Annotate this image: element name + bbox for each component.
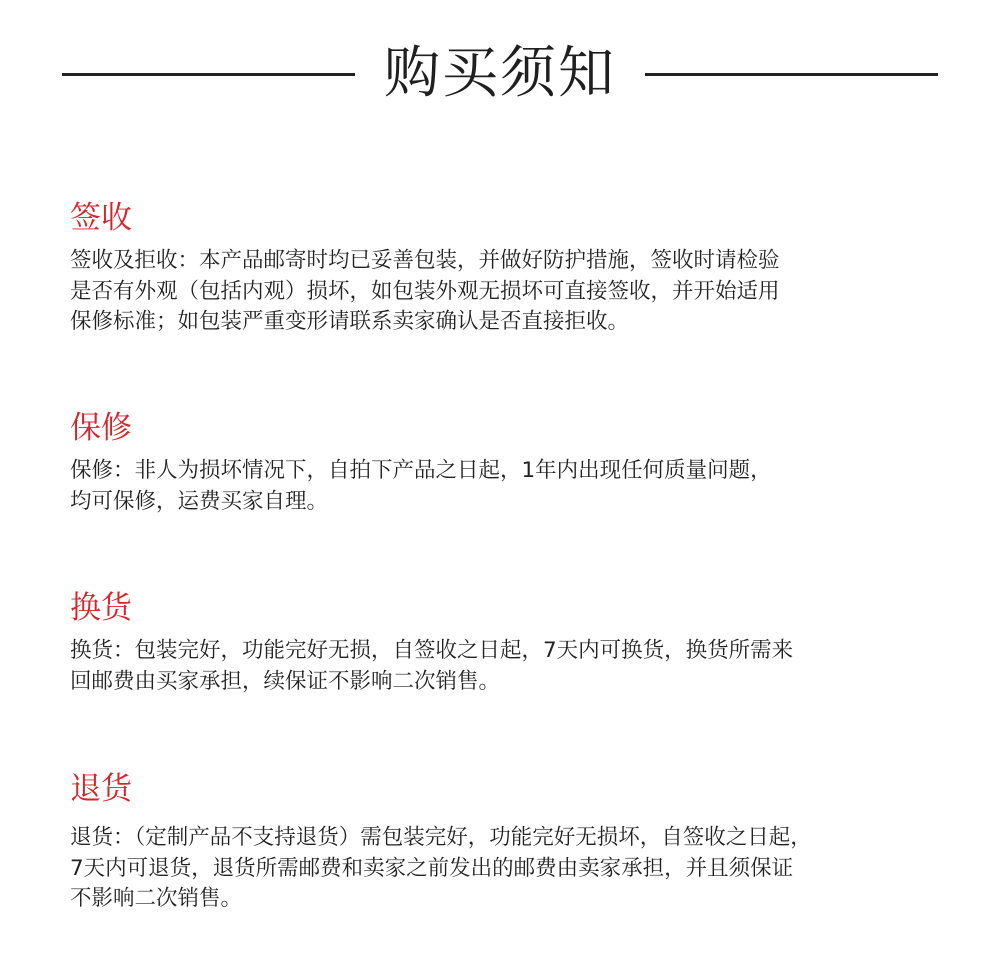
section-title: 保修 bbox=[70, 410, 132, 446]
section-exchange bbox=[70, 588, 950, 697]
section-body: 保修：非人为损坏情况下，自拍下产品之日起，1年内出现任何质量问题， 均可保修，运费买家自理。 bbox=[70, 458, 772, 514]
section-body: 退货：（定制产品不支持退货）需包装完好，功能完好无损坏，自签收之日起， 7天内可退货，退货所需邮费和卖家之前发出的邮费由卖家承担，并且须保证 不影响二次销售。 bbox=[70, 825, 812, 911]
section-title: 换货 bbox=[70, 590, 132, 626]
page-title: 购买须知 bbox=[384, 41, 616, 106]
header-rule-right bbox=[645, 73, 938, 76]
section-sign-receipt bbox=[70, 198, 950, 338]
section-body: 换货：包装完好，功能完好无损，自签收之日起，7天内可换货，换货所需来 回邮费由买家承担，续保证不影响二次销售。 bbox=[70, 638, 794, 694]
header-rule-left bbox=[62, 73, 355, 76]
page-header bbox=[0, 34, 1000, 114]
section-title: 签收 bbox=[70, 200, 132, 236]
section-title: 退货 bbox=[70, 771, 132, 807]
section-body: 签收及拒收：本产品邮寄时均已妥善包装，并做好防护措施，签收时请检验 是否有外观（包括内观）损坏，如包装外观无损坏可直接签收，并开始适用 保修标准；如包装严重变形请联系卖家确认是否直接拒收。 bbox=[70, 248, 780, 334]
section-return bbox=[70, 769, 950, 915]
section-warranty bbox=[70, 408, 950, 517]
